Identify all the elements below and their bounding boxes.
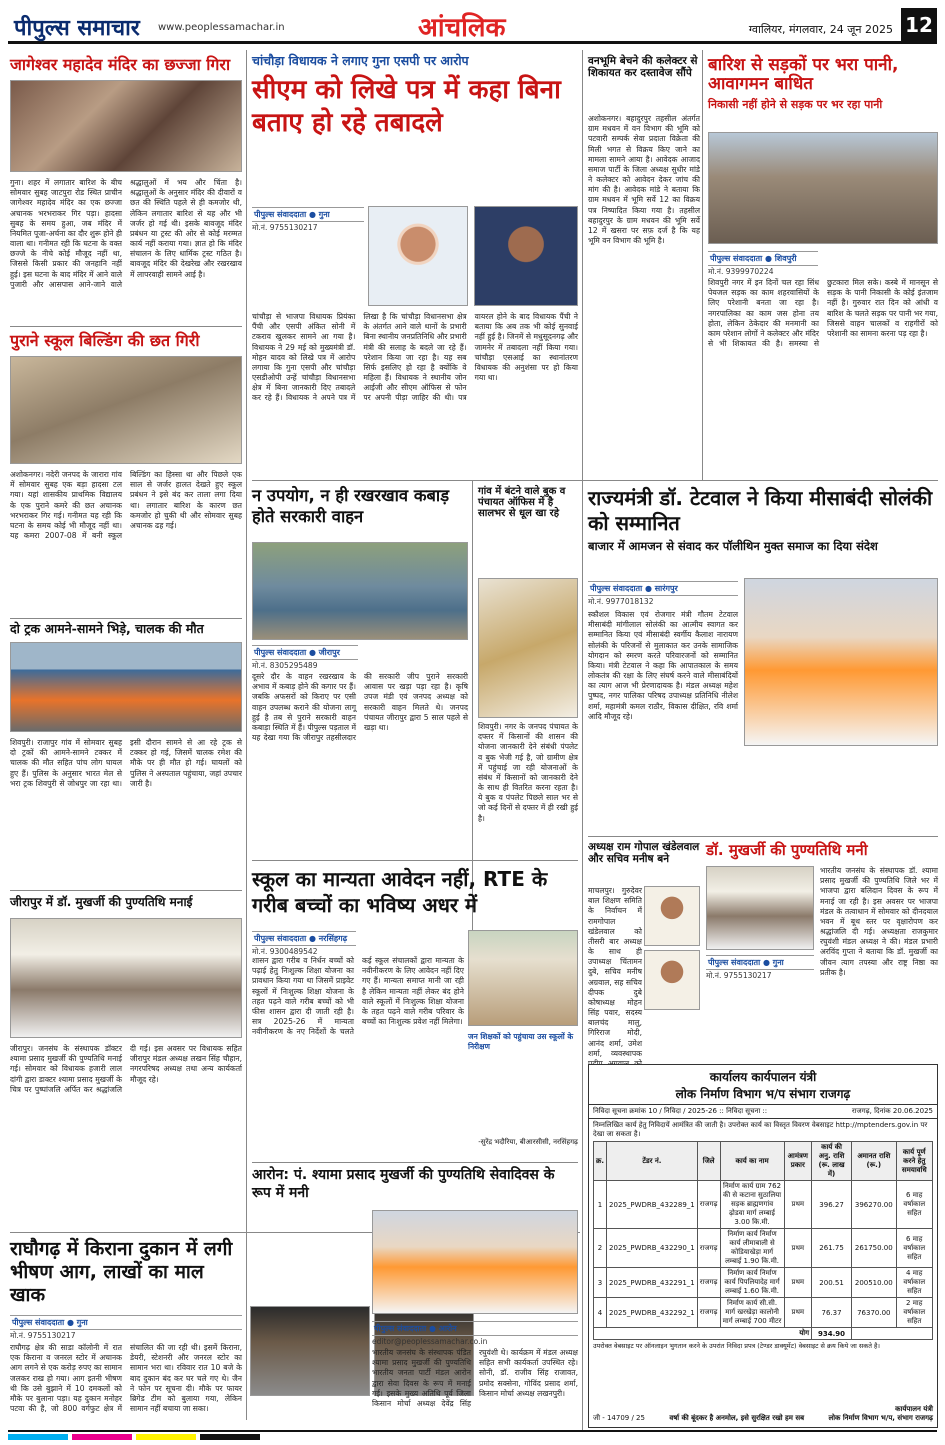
page-footer xyxy=(8,1430,937,1440)
registration-mark xyxy=(8,1434,68,1440)
headline: राघौगढ़ में किराना दुकान में लगी भीषण आग, लाखों का माल खाक xyxy=(10,1238,233,1307)
headline: जीरापुर में डॉ. मुखर्जी की पुण्यतिथि मनाई xyxy=(10,895,193,909)
reporter-contact: मो.नं. 9755130217 xyxy=(10,1331,76,1340)
slogan: वर्षा की बूंदकर है अनमोल, इसे सुरक्षित रखो हम सब xyxy=(669,1414,805,1422)
aron-meeting-photo xyxy=(372,1210,578,1314)
reporter-contact: मो.नं. 9755130217 xyxy=(706,971,772,980)
cell: प्रथम xyxy=(784,1181,811,1229)
col-header: कार्य की अनु. राशि (रू. लाख में) xyxy=(812,1142,852,1181)
headline: अध्यक्ष राम गोपाल खंडेलवाल और सचिव मनीष बने xyxy=(588,841,700,865)
byline: पीपुल्स संवाददाता ● गुना xyxy=(252,207,364,222)
column-rule xyxy=(582,50,583,480)
byline: पीपुल्स संवाददाता ● जीरापुर xyxy=(252,645,358,660)
cell: निर्माण कार्य निर्माण कार्य पिपलियादेह मार्ग लम्बाई 1.60 कि.मी. xyxy=(720,1268,784,1298)
notice-intro: निम्नलिखित कार्य हेतु निविदायें आमंत्रित की जाती है। उपरोक्त कार्य का विस्तृत विवरण वेबसाइट http://mptenders.gov.in पर देखा जा सकता है। xyxy=(593,1121,928,1139)
col-header: कार्य पूर्ण करने हेतु समयावधि xyxy=(896,1142,932,1181)
headline: न उपयोग, न ही रखरखाव कबाड़ होते सरकारी वाहन xyxy=(252,486,450,526)
subheadline: बाजार में आमजन से संवाद कर पॉलीथिन मुक्त समाज का दिया संदेश xyxy=(588,539,878,553)
cell: 4 माह वर्षाकाल सहित xyxy=(896,1268,932,1298)
headline: बारिश से सड़कों पर भरा पानी, आवागमन बाधित xyxy=(708,55,899,95)
tender-table-header xyxy=(594,1142,933,1181)
story-body: अशोकनगर। बहादुरपुर तहसील अंतर्गत ग्राम मधवन में वन विभाग की भूमि को पटवारी सम्पर्क सेवा प्रदाता विक्रेता की मिली भगत से विक्रय किए जाने का मामला सामने आया है। आवेदक आजाद समाज पार्टी के जिला अध्यक्ष सुधीर मांडे ने कलेक्टर को आवेदन देकर जांच की मांग की है। आवेदक मांडे ने बताया कि ग्राम मधवन में भूमि सर्वे 12 का विक्रय पत्र निष्पादित किया गया है। तहसील बहादुरपुर के ग्राम मधवन की भूमि सर्वे 12 में खसरा पर सफ़ दर्ज है कि यह भूमि वन विभाग की भूमि है। xyxy=(588,114,700,246)
cell: निर्माण कार्य निर्माण कार्य लीमाबाली से कोडियाखेड़ा मार्ग लम्बाई 1.90 कि.मी. xyxy=(720,1229,784,1268)
story-divider xyxy=(252,480,938,481)
abandoned-jeep-photo xyxy=(252,542,468,640)
ad-code: जी - 14709 / 25 xyxy=(593,1414,645,1422)
byline: पीपुल्स संवाददाता ● सारंगपुर xyxy=(588,581,738,596)
reporter-contact: मो.नं. 9755130217 xyxy=(252,223,318,232)
reporter-contact: मो.नं. 8305295489 xyxy=(252,661,318,670)
cell: 4 xyxy=(594,1298,607,1328)
cell: निर्माण कार्य ग्राम 762 की से कटाना सुठालिया सड़क ब्राह्मणगांव ढ़ोडवा मार्ग लम्बाई 3.00 कि.मी. xyxy=(720,1181,784,1229)
story-body: शिवपुरी नगर में इन दिनों चल रहा सिंध पेयजल सड़क का काम शहरवासियों के लिए परेशानी बनता जा रहा है। नगरपालिका का काम जस होना तय होता, लेकिन ठेकेदार की मनमानी का काम परेशान लोगों ने कलेक्टर और मंदिर से भी शिकायत की है। समस्या से छुटकारा मिल सके। कस्बे में मानसून से सड़क के पानी निकासी के कोई इंतजाम नहीं है। गुरुवार रात दिन को आंधी व बारिश के चलते सड़क पर पानी भर गया, जिससे वाहन चालकों व राहगीरों को परेशानी का सामना करना पड़ रहा है। xyxy=(708,278,938,349)
waterlogged-road-photo xyxy=(708,132,938,244)
cell: प्रथम xyxy=(784,1298,811,1328)
byline: पीपुल्स संवाददाता ● गुना xyxy=(10,1315,242,1330)
cell: 261.75 xyxy=(812,1229,852,1268)
col-header: टेंडर नं. xyxy=(607,1142,698,1181)
edition-date: ग्वालियर, मंगलवार, 24 जून 2025 xyxy=(748,23,893,36)
column-rule xyxy=(246,50,247,1420)
col-header: आमंत्रण प्रकार xyxy=(784,1142,811,1181)
story-minister-tetwal xyxy=(588,486,938,834)
table-row xyxy=(594,1268,933,1298)
cell: निर्माण कार्य सी.सी. मार्ग खरखेड़ा कालोनी मार्ग लम्बाई 700 मीटर xyxy=(720,1298,784,1328)
mla-portrait-photo xyxy=(368,206,468,306)
kicker: चांचौड़ा विधायक ने लगाए गुना एसपी पर आरोप xyxy=(252,53,469,68)
table-row xyxy=(594,1229,933,1268)
total-value: 934.90 xyxy=(812,1328,852,1340)
story-guna-tribute xyxy=(706,842,938,1060)
story-divider xyxy=(252,1162,578,1163)
school-building-photo xyxy=(468,930,578,1026)
story-body: गुना। शहर में लगातार बारिश के बीच सोमवार सुबह जाटपुरा रोड स्थित प्राचीन जागेश्वर महादेव मंदिर का एक छज्जा अचानक भरभराकर गिर पड़ा। हादसा सुबह के समय हुआ, जब मंदिर में नियमित पूजा-अर्चना का दौर शुरू होने ही वाला था। गनीमत रही कि घटना के वक्त छज्जे के नीचे कोई मौजूद नहीं था, जिससे किसी प्रकार की जनहानि नहीं हुई। इस घटना के बाद मंदिर में आने वाले पुजारी और आसपास आने-जाने वाले श्रद्धालुओं में भय और चिंता है। श्रद्धालुओं के अनुसार मंदिर की दीवारों व छत की स्थिति पहले से ही कमजोर थी, लेकिन लगातार बारिश से यह और भी जर्जर हो गई थी। इसके बावजूद मंदिर प्रबंधन या ट्रस्ट की ओर से कोई मरम्मत कार्य नहीं कराया गया। ज्ञात हो कि मंदिर संचालन के लिए धार्मिक ट्रस्ट गठित है। बावजूद मंदिर की देखरेख और रखरखाव में लापरवाही सामने आई है। xyxy=(10,178,242,289)
masthead xyxy=(8,8,937,44)
byline: पीपुल्स संवाददाता ● आरोन xyxy=(372,1321,578,1336)
notice-office: कार्यालय कार्यपालन यंत्री xyxy=(709,1070,817,1084)
cell: राजगढ़ xyxy=(697,1268,720,1298)
story-body: दूसरे दौर के वाहन रखरखाव के अभाव में कबाड़ होने की कगार पर हैं। जबकि अफसरों को किराए पर एसी वाहन उपलब्ध कराने की योजना लागू हुई है तब से पुराने सरकारी वाहन कबाड़ा स्थिति में हैं। पीपुल्स पड़ताल में यह देखा गया कि जीरापुर तहसीलदार की सरकारी जीप पुराने सरकारी आवास पर खड़ा पड़ा रहा है। कृषि उपज मंडी एवं जनपद अध्यक्ष को सरकारी वाहन मिलते थे। जनपद पंचायत जीरापुर द्वारा 5 साल पहले से खड़ा था। xyxy=(252,672,468,743)
signer-department: लोक निर्माण विभाग भ/प, संभाग राजगढ़ xyxy=(828,1414,933,1422)
inset-note: जन शिक्षकों को पहुंचाया उस स्कूलों के निरीक्षण xyxy=(468,1032,574,1051)
registration-mark xyxy=(136,1434,196,1440)
story-body xyxy=(706,980,814,1058)
books-pile-photo xyxy=(478,578,578,718)
cell: 6 माह वर्षाकाल सहित xyxy=(896,1229,932,1268)
story-body: स्कौशल विकास एवं रोजगार मंत्री गौतम टेटवाल मीसाबंदी मांगीलाल सोलंकी का आत्मीय स्वागत कर सम्मानित किया एवं मीसाबंदी स्वर्गीय कैलाश नारायण सोलंकी के परिजनों से मुलाकात कर उनके सामाजिक योगदान को स्मरण करते परिवारजनों को सम्मानित किया। मंत्री टेटवाल ने कहा कि आपातकाल के समय लोकतंत्र की रक्षा के लिए संघर्ष करने वाले मीसाबंदियों का त्याग आज भी प्रेरणादायक है। मंडल अध्यक्ष महेश पुष्पद, नगर पालिका परिषद उपाध्यक्ष प्रतिनिधि नीलेश शर्मा, महामंत्री कमल राठौर, विकास दीक्षित, रवि शर्मा आदि मौजूद रहे। xyxy=(588,610,738,721)
story-mla-letter xyxy=(252,54,578,478)
notice-reference: निविदा सूचना क्रमांक 10 / निविदा / 2025-26 :: निविदा सूचना :: xyxy=(593,1107,768,1115)
story-govt-vehicles xyxy=(252,486,468,858)
column-rule xyxy=(702,50,703,480)
registration-mark xyxy=(72,1434,132,1440)
headline: जागेश्वर महादेव मंदिर का छज्जा गिरा xyxy=(10,55,231,74)
website-url[interactable]: www.peoplessamachar.in xyxy=(158,22,285,33)
reporter-email[interactable]: editor@peoplessamachar.co.in xyxy=(372,1337,488,1346)
story-body: राघौगढ़ क्षेत्र की साडा कॉलोनी में रात एक किराना व जनरल स्टोर में अचानक आग लगने से एक करोड़ रुपए का सामान जलकर राख हो गया। आग इतनी भीषण थी कि उसे बुझाने में 10 दमकलों को मौके पर बुलाना पड़ा। यह दुकान मनोहर पटवा की है, जो 800 वर्गफुट क्षेत्र में संचालित की जा रही थी। इसमें किराना, डेयरी, स्टेशनरी और जनरल स्टोर का सामान भरा था। रविवार रात 10 बजे के बाद दुकान बंद कर घर चले गए थे। जैन ने फोन पर सूचना दी। मौके पर फायर ब्रिगेड टीम को बुलाया गया, लेकिन सामान नहीं बचाया जा सका। xyxy=(10,1343,242,1414)
cell: 2025_PWDRB_432292_1 xyxy=(607,1298,698,1328)
cell: 6 माह वर्षाकाल सहित xyxy=(896,1181,932,1229)
col-header: जिले xyxy=(697,1142,720,1181)
cell: 2 माह वर्षाकाल सहित xyxy=(896,1298,932,1328)
story-truck-collision xyxy=(10,622,242,892)
cell: 2 xyxy=(594,1229,607,1268)
reporter-contact: मो.नं. 9300489542 xyxy=(252,947,318,956)
cell: 200.51 xyxy=(812,1268,852,1298)
sp-portrait-photo xyxy=(474,206,578,306)
newspaper-logo: पीपुल्स समाचार xyxy=(14,16,140,41)
story-samiti-election xyxy=(588,842,700,1060)
cell: 76.37 xyxy=(812,1298,852,1328)
story-panchayat-books xyxy=(478,486,578,854)
story-body: जीरापुर। जनसंघ के संस्थापक डॉक्टर श्यामा प्रसाद मुखर्जी की पुण्यतिथि मनाई गई। सोमवार को विधायक हजारी लाल दांगी द्वारा डाक्टर श्यामा प्रसाद मुखर्जी के चित्र पर पुष्पांजलि अर्पित कर श्रद्धांजलि दी गई। इस अवसर पर विधायक सहित जीरापुर मंडल अध्यक्ष लखन सिंह चौहान, नगरपरिषद अध्यक्ष तथा अन्य कार्यकर्ता मौजूद रहे। xyxy=(10,1044,242,1094)
tender-notice xyxy=(588,1064,938,1428)
story-rain-roads xyxy=(708,56,938,478)
cell: 200510.00 xyxy=(852,1268,896,1298)
story-body-lead xyxy=(478,540,578,576)
headline: दो ट्रक आमने-सामने भिड़े, चालक की मौत xyxy=(10,621,204,636)
story-school-roof xyxy=(10,332,242,614)
headline: वनभूमि बेचने की कलेक्टर से शिकायत कर दस्तावेज सौंपे xyxy=(588,55,698,79)
story-forest-land xyxy=(588,56,700,478)
cell: 396.27 xyxy=(812,1181,852,1229)
truck-accident-photo xyxy=(10,642,242,732)
table-total-row xyxy=(594,1328,933,1340)
story-jirapur-tribute xyxy=(10,896,242,1228)
collapsed-roof-photo xyxy=(10,356,242,464)
cell: 2025_PWDRB_432290_1 xyxy=(607,1229,698,1268)
story-body: भारतीय जनसंघ के संस्थापक पंडित श्यामा प्रसाद मुखर्जी की पुण्यतिथि भारतीय जनता पार्टी मंडल आरोन द्वारा सेवा दिवस के रूप में मनाई गई। इसके मुख्य अतिथि पूर्व जिला किसान मोर्चा अध्यक्ष देवेंद्र सिंह रघुवंशी थे। कार्यक्रम में मंडल अध्यक्ष सहित सभी कार्यकर्ता उपस्थित रहे। सोनी, डॉ. राजीव सिंह राजावत, प्रमोद सक्सेना, गोविंद प्रसाद शर्मा, किसान मोर्चा अध्यक्ष लखनपुरी। xyxy=(372,1348,578,1408)
registration-mark xyxy=(200,1434,260,1440)
byline: पीपुल्स संवाददाता ● नरसिंहगढ़ xyxy=(252,931,356,946)
story-rte-school xyxy=(252,866,578,1160)
story-temple-balcony xyxy=(10,56,242,322)
col-header: अमानत राशि (रू.) xyxy=(852,1142,896,1181)
notice-footnote: उपरोक्त वेबसाइट पर ऑनलाइन भुगतान करने के उपरांत निविदा प्रपत्र (टेण्डर डाक्यूमेंट) वेबसाइट से क्रय किये जा सकते है। xyxy=(593,1342,880,1351)
cell: प्रथम xyxy=(784,1229,811,1268)
notice-department: लोक निर्माण विभाग भ/प संभाग राजगढ़ xyxy=(675,1087,851,1101)
secretary-portrait-photo xyxy=(644,950,700,1010)
col-header: कार्य का नाम xyxy=(720,1142,784,1181)
table-row xyxy=(594,1181,933,1229)
story-body: चांचौड़ा से भाजपा विधायक प्रियंका पैंची और एसपी अंकित सोनी में टकराव खुलकर सामने आ गया है। विधायक ने 29 मई को मुख्यमंत्री डॉ. मोहन यादव को लिखे पत्र में आरोप लगाया कि गुना एसपी और चांचौड़ा एसडीओपी उन्हें चांचौड़ा विधानसभा क्षेत्र में बिना जानकारी दिए तबादले कर रहे हैं। विधायक ने अपने पत्र में लिखा है कि चांचौड़ा विधानसभा क्षेत्र के अंतर्गत आने वाले थानों के प्रभारी बिना स्थानीय जनप्रतिनिधि और प्रभारी मंत्री की सलाह के बदले जा रहे हैं। परेशान किया जा रहा है। यह सब सिर्फ इसलिए हो रहा है क्योंकि वे महिला हैं। विधायक ने स्थानीय जोन आईजी और सीएम ऑफिस से फोन पर अपनी पीड़ा जाहिर की थी। पत्र वायरल होने के बाद विधायक पैंची ने बताया कि अब तक भी कोई सुनवाई नहीं हुई है। जिनमें से मधुसूदनगढ़ और जामनेर में तबादला नहीं किया गया। चांचौड़ा एसआई का स्थानांतरण विधायक की अनुशंसा पर हो किया गया था। xyxy=(252,312,578,403)
story-body: माचलपुर। गुरुदेवर बाल शिक्षण समिति के निर्वाचन में रामगोपाल खंडेलवाल को तीसरी बार अध्यक्ष के साथ ही उपाध्यक्ष चिंतामन दुबे, सचिव मनीष अग्रवाल, सह सचिव दीपक दुबे कोषाध्यक्ष मोहन सिंह पवार, सदस्य बालचंद मालु, गिरिराज मोदी, आनंद शर्मा, उमेश शर्मा, व्यवस्थापक xyxy=(588,886,642,1058)
headline: गांव में बंटने वाले बुक व पंचायत ऑफिस में है सालभर से धूल खा रहे xyxy=(478,486,566,520)
cell: 2025_PWDRB_432289_1 xyxy=(607,1181,698,1229)
reporter-contact: मो.नं. 9399970224 xyxy=(708,267,774,276)
headline: पुराने स्कूल बिल्डिंग की छत गिरी xyxy=(10,331,200,350)
story-body: शिवपुरी। राजापुर गांव में सोमवार सुबह दो ट्रकों की आमने-सामने टक्कर में चालक की मौत सहित पांच लोग घायल हुए हैं। पुलिस के अनुसार भारत मेल से भरा ट्रक शिवपुरी से जोधपुर जा रहा था। इसी दौरान सामने से आ रहे ट्रक से टक्कर हो गई, जिसमें चालक रमेश की मौके पर ही मौत हो गई। घायलों को पुलिस ने अस्पताल पहुंचाया, जहां उपचार जारी है। xyxy=(10,738,242,788)
story-body: शिवपुरी। नगर के जनपद पंचायत के दफ्तर में किसानों की शासन की योजना जानकारी देने संबंधी पंपलेट व बुक भेजी गई है, जो ग्रामीण क्षेत्र में पहुंचाई जा रही योजनाओं के संबंध में किसानों को जानकारी देने के साथ ही वितरित करना रहता है। ये बुक व पंपलेट पिछले साल भर से जो कई दिनों से दफ्तर में ही रखी हुई है। xyxy=(478,722,578,823)
reporter-contact: मो.नं. 9977018132 xyxy=(588,597,654,606)
cell: 2025_PWDRB_432291_1 xyxy=(607,1268,698,1298)
column-rule xyxy=(582,480,583,1430)
subheadline: निकासी नहीं होने से सड़क पर भर रहा पानी xyxy=(708,98,883,112)
headline: स्कूल का मान्यता आवेदन नहीं, RTE के गरीब बच्चों का भविष्य अधर में xyxy=(252,867,548,917)
signer-title: कार्यपालन यंत्री xyxy=(895,1405,933,1413)
story-grocery-fire-body xyxy=(10,1312,242,1428)
story-body: भारतीय जनसंघ के संस्थापक डॉ. श्यामा प्रसाद मुखर्जी की पुण्यतिथि जिले भर में भाजपा द्वारा बलिदान दिवस के रूप में मनाई जा रही है। इस अवसर पर भाजपा मंडल के तत्वाधान में सोमवार को दीनदयाल भवन में बूथ स्तर पर वृक्षारोपण कर श्रद्धांजलि दी गई। अध्यक्षता राजकुमार रघुवंशी मंडल अध्यक्ष ने की। मंडल प्रभारी अरविंद गुप्ता ने बताया कि डॉ. मुखर्जी का जीवन त्याग तपस्या और राष्ट्र निष्ठा का प्रतीक है। xyxy=(820,866,938,977)
story-divider xyxy=(588,836,938,837)
cell: 261750.00 xyxy=(852,1229,896,1268)
cell: प्रथम xyxy=(784,1268,811,1298)
story-aron-tribute xyxy=(252,1166,578,1428)
page-number: 12 xyxy=(901,8,937,42)
notice-date: राजगढ़, दिनांक 20.06.2025 xyxy=(851,1107,933,1115)
cell: राजगढ़ xyxy=(697,1229,720,1268)
story-body: अशोकनगर। नदेरी जनपद के जारारा गांव में सोमवार सुबह एक बड़ा हादसा टल गया। यहां शासकीय प्राथमिक विद्यालय के एक पुराने कमरे की छत अचानक भरभराकर गिर गई। गनीमत यह रही कि घटना के समय कोई भी मौजूद नहीं था। यह कमरा 2007-08 में बनी स्कूल बिल्डिंग का हिस्सा था और पिछले एक साल से जर्जर हालत देखते हुए स्कूल प्रबंधन ने इसे बंद कर ताला लगा दिया था। लगातार बारिश के कारण छत कमजोर हो चुकी थी और सोमवार सुबह अचानक ढह गई। xyxy=(10,470,242,541)
story-divider xyxy=(252,860,578,861)
total-label: योग xyxy=(594,1328,812,1340)
signoff: -सुरेंद्र भदौरिया, बीआरसीसी, नरसिंहगढ़ xyxy=(478,1138,578,1146)
tender-table xyxy=(593,1141,933,1340)
guna-tribute-photo xyxy=(706,866,814,950)
headline: राज्यमंत्री डॉ. टेटवाल ने किया मीसाबंदी सोलंकी को सम्मानित xyxy=(588,486,933,535)
headline: आरोन: पं. श्यामा प्रसाद मुखर्जी की पुण्यतिथि सेवादिवस के रूप में मनी xyxy=(252,1167,555,1202)
story-body: शासन द्वारा गरीब व निर्धन बच्चों को पढ़ाई हेतु निःशुल्क शिक्षा योजना का प्रावधान किया गया था जिसमें प्राइवेट स्कूलों में निःशुल्क शिक्षा योजना के तहत पढ़ने वाले गरीब बच्चों को भी फीस शासन द्वारा दी जाती रही है। सत्र 2025-26 में मान्यता नवीनीकरण के नए निर्देशों के चलते कई स्कूल संचालकों द्वारा मान्यता के नवीनीकरण के लिए आवेदन नहीं दिए गए हैं। मान्यता समाप्त मानी जा रही है लेकिन मान्यता नहीं लेकर बंद होने वाले स्कूलों में निःशुल्क शिक्षा योजना के तहत पढ़ने वाले गरीब परिवार के बच्चों का निःशुल्क प्रवेश नहीं मिलेगा। xyxy=(252,956,464,1037)
cell: 1 xyxy=(594,1181,607,1229)
col-header: क्र. xyxy=(594,1142,607,1181)
story-divider xyxy=(10,326,242,327)
cell: 3 xyxy=(594,1268,607,1298)
headline: सीएम को लिखे पत्र में कहा बिना बताए हो रहे तबादले xyxy=(252,75,561,139)
headline: डॉ. मुखर्जी की पुण्यतिथि मनी xyxy=(706,841,868,859)
tribute-group-photo xyxy=(10,918,242,1038)
section-title: आंचलिक xyxy=(418,13,506,43)
byline: पीपुल्स संवाददाता ● गुना xyxy=(706,955,814,970)
president-portrait-photo xyxy=(644,886,700,946)
cell: 396270.00 xyxy=(852,1181,896,1229)
cell: राजगढ़ xyxy=(697,1298,720,1328)
temple-rubble-photo xyxy=(10,80,242,172)
table-row xyxy=(594,1298,933,1328)
cell: राजगढ़ xyxy=(697,1181,720,1229)
byline: पीपुल्स संवाददाता ● शिवपुरी xyxy=(708,251,818,266)
minister-felicitation-photo xyxy=(744,578,938,746)
story-divider xyxy=(10,618,242,619)
story-divider xyxy=(10,890,242,891)
cell: 76370.00 xyxy=(852,1298,896,1328)
